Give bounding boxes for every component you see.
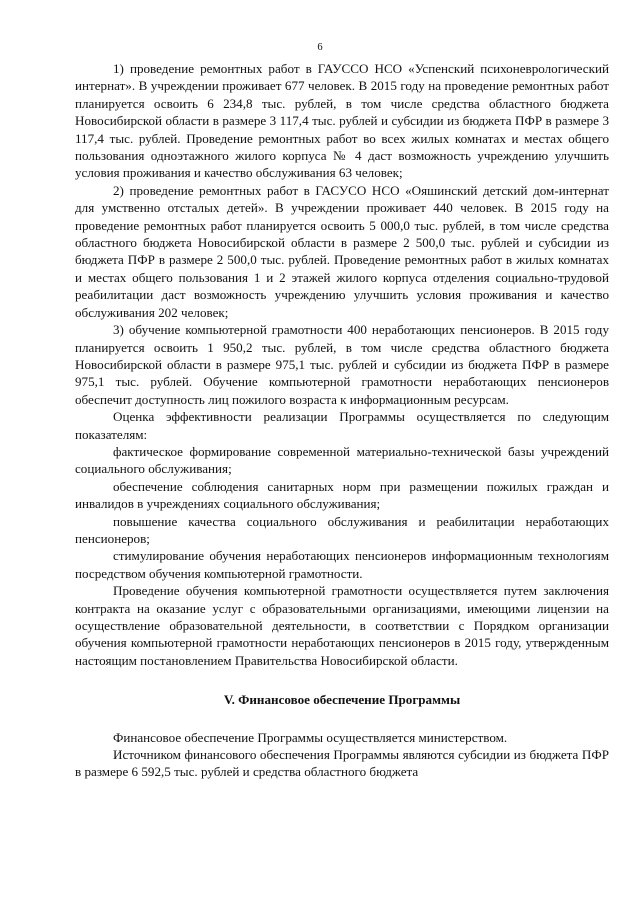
paragraph-indicator-2: обеспечение соблюдения санитарных норм при размещении пожилых граждан и инвалидов в учреждениях социального обслуживания; <box>75 478 609 512</box>
paragraph-evaluation-intro: Оценка эффективности реализации Программы осуществляется по следующим показателям: <box>75 409 609 442</box>
page-number: 6 <box>317 42 323 53</box>
paragraph-indicator-3: повышение качества социального обслуживания и реабилитации неработающих пенсионеров; <box>75 513 609 546</box>
paragraph-indicator-4: стимулирование обучения неработающих пенсионеров информационным технологиям посредством обучения компьютерной грамотности. <box>75 548 609 581</box>
paragraph-item-2: 2) проведение ремонтных работ в ГАСУСО НСО «Ояшинский детский дом-интернат для умственно отсталых детей». В учреждении проживает 440 человек. В 2015 году на проведение ремонтных работ планируется освоить 5 000,0 тыс. рублей, в том числе средства областного бюджета Новосибирской области в размере 2 500,0 тыс. рублей и субсидии из бюджета ПФР в размере 2 500,0 тыс. рублей. Проведение ремонтных работ в жилых комнатах и местах общего пользования 1 и 2 этажей жилого корпуса отделения социально-трудовой реабилитации даст возможность учреждению улучшить условия проживания и качество обслуживания 202 человек; <box>75 182 609 320</box>
paragraph-item-3: 3) обучение компьютерной грамотности 400 неработающих пенсионеров. В 2015 году планируется освоить 1 950,2 тыс. рублей, в том числе средства областного бюджета Новосибирской области в размере 975,1 тыс. рублей и субсидии из бюджета ПФР в размере 975,1 тыс. рублей. Обучение компьютерной грамотности неработающих пенсионеров обеспечит доступность лиц пожилого возраста к информационным ресурсам. <box>75 322 609 407</box>
paragraph-indicator-1: фактическое формирование современной материально-технической базы учреждений социального обслуживания; <box>75 443 609 477</box>
paragraph-training: Проведение обучения компьютерной грамотности осуществляется путем заключения контракта на оказание услуг с образовательными организациями, имеющими лицензии на осуществление образовательной деятельности, в соответствии с Порядком организации обучения компьютерной грамотности неработающих пенсионеров в 2015 году, утвержденным настоящим постановлением Правительства Новосибирской области. <box>75 583 609 668</box>
section-heading: V. Финансовое обеспечение Программы <box>223 692 461 708</box>
paragraph-funding-2: Источником финансового обеспечения Программы являются субсидии из бюджета ПФР в размере 6 592,5 тыс. рублей и средства областного бюджета <box>75 747 609 780</box>
document-body <box>75 60 609 781</box>
paragraph-funding-1: Финансовое обеспечение Программы осуществляется министерством. <box>113 729 508 745</box>
paragraph-item-1: 1) проведение ремонтных работ в ГАУССО НСО «Успенский психоневрологический интернат». В учреждении проживает 677 человек. В 2015 году на проведение ремонтных работ планируется освоить 6 234,8 тыс. рублей, в том числе средства областного бюджета Новосибирской области в размере 3 117,4 тыс. рублей и субсидии из бюджета ПФР в размере 3 117,4 тыс. рублей. Проведение ремонтных работ во всех жилых комнатах и местах общего пользования одноэтажного жилого корпуса № 4 даст возможность учреждению улучшить условия проживания и качество обслуживания 63 человек; <box>75 61 609 181</box>
